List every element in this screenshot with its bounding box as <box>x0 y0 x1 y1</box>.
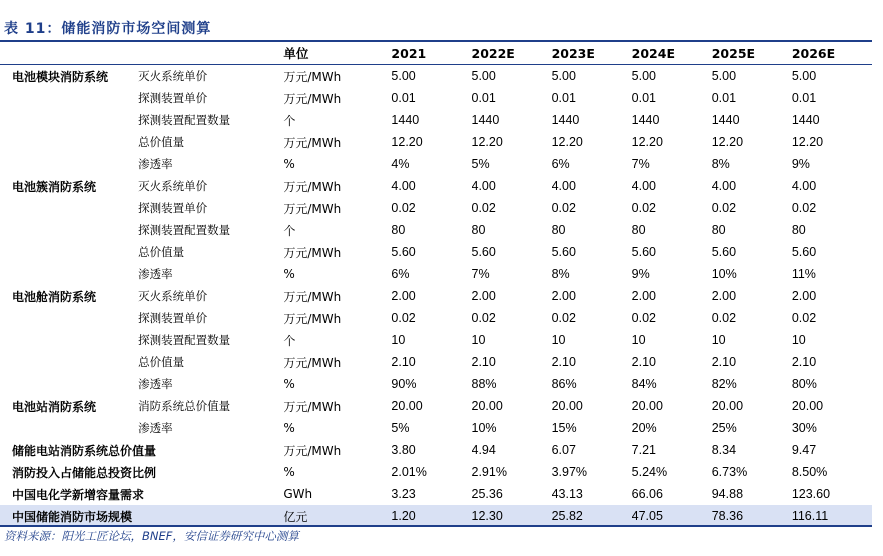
header-year: 2026E <box>791 45 836 61</box>
group-label: 电池模块消防系统 <box>12 69 109 84</box>
header-year: 2022E <box>471 45 515 61</box>
value-cell: 4.00 <box>631 179 656 193</box>
value-cell: 2.10 <box>631 355 656 369</box>
value-cell: 12.20 <box>391 135 423 149</box>
value-cell: 47.05 <box>631 509 663 523</box>
value-cell: 1440 <box>391 113 420 127</box>
value-cell: 0.02 <box>391 201 416 215</box>
value-cell: 20.00 <box>391 399 423 413</box>
value-cell: 80% <box>791 377 817 391</box>
value-cell: 15% <box>551 421 577 435</box>
metric-label: 灭火系统单价 <box>138 289 208 303</box>
value-cell: 5.00 <box>711 69 737 83</box>
table-row <box>0 285 872 307</box>
value-cell: 5.00 <box>631 69 656 83</box>
value-cell: 0.02 <box>631 311 656 325</box>
value-cell: 4.00 <box>551 179 576 193</box>
value-cell: 5.60 <box>471 245 496 259</box>
unit-label: 万元/MWh <box>283 399 342 414</box>
value-cell: 2.10 <box>471 355 496 369</box>
market-size-table <box>0 42 872 527</box>
metric-label: 探测装置配置数量 <box>138 113 231 127</box>
value-cell: 2.01% <box>391 465 427 479</box>
unit-label: 个 <box>283 223 296 238</box>
header-metric-cell <box>138 42 283 65</box>
value-cell: 0.02 <box>791 311 817 325</box>
value-cell: 80 <box>391 223 406 237</box>
unit-label: % <box>283 157 295 171</box>
metric-label: 消防系统总价值量 <box>138 399 231 413</box>
value-cell: 20% <box>631 421 657 435</box>
group-label: 电池舱消防系统 <box>12 289 97 304</box>
value-cell: 10% <box>711 267 737 281</box>
value-cell: 20.00 <box>711 399 744 413</box>
value-cell: 0.02 <box>551 201 576 215</box>
value-cell: 2.00 <box>791 289 817 303</box>
value-cell: 1440 <box>791 113 820 127</box>
group-label <box>0 197 138 219</box>
header-unit: 单位 <box>283 46 309 61</box>
value-cell: 4% <box>391 157 410 171</box>
value-cell: 30% <box>791 421 817 435</box>
metric-label: 渗透率 <box>138 157 173 171</box>
group-label <box>0 131 138 153</box>
table-row <box>0 307 872 329</box>
value-cell: 20.00 <box>631 399 663 413</box>
unit-label: 万元/MWh <box>283 91 342 106</box>
value-cell: 1440 <box>711 113 740 127</box>
value-cell: 0.01 <box>551 91 576 105</box>
value-cell: 5.60 <box>631 245 656 259</box>
value-cell: 0.02 <box>711 201 737 215</box>
header-year: 2021 <box>391 45 427 61</box>
metric-label: 探测装置配置数量 <box>138 333 231 347</box>
value-cell: 0.01 <box>791 91 817 105</box>
summary-row <box>0 439 872 461</box>
unit-label: % <box>283 465 295 479</box>
table-body <box>0 65 872 528</box>
value-cell: 9% <box>791 157 810 171</box>
summary-row <box>0 461 872 483</box>
metric-label: 灭火系统单价 <box>138 179 208 193</box>
value-cell: 78.36 <box>711 509 744 523</box>
value-cell: 86% <box>551 377 577 391</box>
value-cell: 2.91% <box>471 465 507 479</box>
value-cell: 80 <box>631 223 646 237</box>
value-cell: 8.34 <box>711 443 737 457</box>
value-cell: 10 <box>471 333 486 347</box>
value-cell: 5.60 <box>551 245 576 259</box>
value-cell: 66.06 <box>631 487 663 501</box>
table-row <box>0 351 872 373</box>
unit-label: 个 <box>283 333 296 348</box>
group-label: 电池簇消防系统 <box>12 179 97 194</box>
value-cell: 0.01 <box>631 91 656 105</box>
value-cell: 7% <box>471 267 490 281</box>
group-label <box>0 351 138 373</box>
value-cell: 25% <box>711 421 737 435</box>
metric-label: 探测装置单价 <box>138 91 208 105</box>
table-row <box>0 417 872 439</box>
value-cell: 2.00 <box>551 289 576 303</box>
value-cell: 9% <box>631 267 650 281</box>
metric-label: 总价值量 <box>138 135 185 149</box>
value-cell: 0.01 <box>471 91 496 105</box>
metric-label: 探测装置单价 <box>138 201 208 215</box>
value-cell: 8.50% <box>791 465 828 479</box>
value-cell: 123.60 <box>791 487 831 501</box>
table-row <box>0 109 872 131</box>
value-cell: 80 <box>551 223 566 237</box>
value-cell: 84% <box>631 377 657 391</box>
summary-label: 储能电站消防系统总价值量 <box>12 443 157 458</box>
unit-label: 个 <box>283 113 296 128</box>
value-cell: 0.01 <box>711 91 737 105</box>
value-cell: 10 <box>711 333 726 347</box>
value-cell: 20.00 <box>791 399 824 413</box>
value-cell: 6.07 <box>551 443 576 457</box>
unit-label: % <box>283 267 295 281</box>
summary-label: 中国电化学新增容量需求 <box>12 487 145 502</box>
value-cell: 82% <box>711 377 737 391</box>
value-cell: 116.11 <box>791 509 829 523</box>
unit-label: 万元/MWh <box>283 201 342 216</box>
value-cell: 0.02 <box>471 311 496 325</box>
value-cell: 7% <box>631 157 650 171</box>
unit-label: 万元/MWh <box>283 443 342 458</box>
unit-label: 万元/MWh <box>283 135 342 150</box>
metric-label: 探测装置单价 <box>138 311 208 325</box>
group-label <box>0 307 138 329</box>
metric-label: 探测装置配置数量 <box>138 223 231 237</box>
value-cell: 0.02 <box>791 201 817 215</box>
value-cell: 0.02 <box>471 201 496 215</box>
group-label <box>0 373 138 395</box>
value-cell: 10 <box>791 333 806 347</box>
value-cell: 5.24% <box>631 465 668 479</box>
value-cell: 1440 <box>631 113 660 127</box>
value-cell: 4.00 <box>471 179 496 193</box>
unit-label: 万元/MWh <box>283 69 342 84</box>
value-cell: 2.10 <box>391 355 416 369</box>
group-label <box>0 417 138 439</box>
table-title: 表 11：储能消防市场空间测算 <box>4 21 212 37</box>
value-cell: 2.10 <box>791 355 817 369</box>
group-label <box>0 153 138 175</box>
value-cell: 5% <box>471 157 490 171</box>
value-cell: 1.20 <box>391 509 416 523</box>
metric-label: 渗透率 <box>138 421 173 435</box>
unit-label: 万元/MWh <box>283 245 342 260</box>
metric-label: 渗透率 <box>138 267 173 281</box>
value-cell: 25.82 <box>551 509 583 523</box>
value-cell: 10 <box>391 333 406 347</box>
value-cell: 4.00 <box>391 179 416 193</box>
group-label <box>0 263 138 285</box>
table-row <box>0 329 872 351</box>
table-row <box>0 175 872 197</box>
summary-label: 中国储能消防市场规模 <box>12 509 133 524</box>
header-group-cell <box>0 42 138 65</box>
table-row <box>0 395 872 417</box>
value-cell: 8% <box>711 157 730 171</box>
value-cell: 0.02 <box>391 311 416 325</box>
bottom-divider <box>0 525 872 527</box>
value-cell: 5.60 <box>791 245 817 259</box>
value-cell: 3.97% <box>551 465 588 479</box>
value-cell: 9.47 <box>791 443 817 457</box>
value-cell: 94.88 <box>711 487 744 501</box>
metric-label: 灭火系统单价 <box>138 69 208 83</box>
value-cell: 90% <box>391 377 417 391</box>
value-cell: 0.01 <box>391 91 416 105</box>
value-cell: 2.00 <box>631 289 656 303</box>
group-label <box>0 109 138 131</box>
value-cell: 3.23 <box>391 487 416 501</box>
table-row <box>0 87 872 109</box>
value-cell: 2.10 <box>551 355 576 369</box>
summary-label: 消防投入占储能总投资比例 <box>12 465 157 480</box>
value-cell: 10% <box>471 421 497 435</box>
source-note: 资料来源：阳光工匠论坛，BNEF，安信证券研究中心测算 <box>4 529 299 543</box>
value-cell: 1440 <box>551 113 580 127</box>
value-cell: 20.00 <box>471 399 503 413</box>
value-cell: 2.00 <box>711 289 737 303</box>
value-cell: 10 <box>631 333 646 347</box>
table-row <box>0 197 872 219</box>
group-label <box>0 241 138 263</box>
metric-label: 总价值量 <box>138 245 185 259</box>
unit-label: 万元/MWh <box>283 179 342 194</box>
value-cell: 12.20 <box>631 135 663 149</box>
value-cell: 5.00 <box>471 69 496 83</box>
value-cell: 7.21 <box>631 443 656 457</box>
value-cell: 12.20 <box>711 135 744 149</box>
value-cell: 88% <box>471 377 497 391</box>
value-cell: 25.36 <box>471 487 503 501</box>
unit-label: GWh <box>283 487 313 501</box>
value-cell: 3.80 <box>391 443 416 457</box>
unit-label: 万元/MWh <box>283 289 342 304</box>
table-row <box>0 373 872 395</box>
unit-label: 万元/MWh <box>283 355 342 370</box>
value-cell: 12.20 <box>471 135 503 149</box>
group-label <box>0 219 138 241</box>
value-cell: 12.30 <box>471 509 503 523</box>
value-cell: 12.20 <box>791 135 824 149</box>
value-cell: 12.20 <box>551 135 583 149</box>
header-row <box>0 42 872 65</box>
value-cell: 5.00 <box>551 69 576 83</box>
header-year: 2023E <box>551 45 595 61</box>
value-cell: 2.00 <box>471 289 496 303</box>
value-cell: 0.02 <box>711 311 737 325</box>
unit-label: 万元/MWh <box>283 311 342 326</box>
value-cell: 6% <box>551 157 570 171</box>
value-cell: 5% <box>391 421 410 435</box>
value-cell: 4.00 <box>711 179 737 193</box>
unit-label: % <box>283 377 295 391</box>
value-cell: 5.00 <box>791 69 817 83</box>
value-cell: 2.00 <box>391 289 416 303</box>
value-cell: 80 <box>791 223 806 237</box>
value-cell: 6.73% <box>711 465 748 479</box>
group-label <box>0 87 138 109</box>
table-row <box>0 153 872 175</box>
value-cell: 80 <box>711 223 726 237</box>
unit-label: % <box>283 421 295 435</box>
value-cell: 0.02 <box>551 311 576 325</box>
value-cell: 8% <box>551 267 570 281</box>
group-label <box>0 329 138 351</box>
header-year: 2025E <box>711 45 756 61</box>
value-cell: 43.13 <box>551 487 583 501</box>
value-cell: 20.00 <box>551 399 583 413</box>
value-cell: 11% <box>791 267 816 281</box>
summary-row <box>0 483 872 505</box>
value-cell: 4.00 <box>791 179 817 193</box>
value-cell: 5.00 <box>391 69 416 83</box>
group-label: 电池站消防系统 <box>12 399 97 414</box>
value-cell: 80 <box>471 223 486 237</box>
value-cell: 4.94 <box>471 443 496 457</box>
value-cell: 6% <box>391 267 410 281</box>
value-cell: 2.10 <box>711 355 737 369</box>
unit-label: 亿元 <box>283 509 308 524</box>
table-row <box>0 219 872 241</box>
value-cell: 0.02 <box>631 201 656 215</box>
value-cell: 5.60 <box>391 245 416 259</box>
table-row <box>0 241 872 263</box>
value-cell: 5.60 <box>711 245 737 259</box>
value-cell: 1440 <box>471 113 500 127</box>
value-cell: 10 <box>551 333 566 347</box>
table-row <box>0 65 872 88</box>
highlight-row <box>0 505 872 527</box>
table-row <box>0 131 872 153</box>
header-year: 2024E <box>631 45 675 61</box>
metric-label: 渗透率 <box>138 377 173 391</box>
metric-label: 总价值量 <box>138 355 185 369</box>
table-row <box>0 263 872 285</box>
